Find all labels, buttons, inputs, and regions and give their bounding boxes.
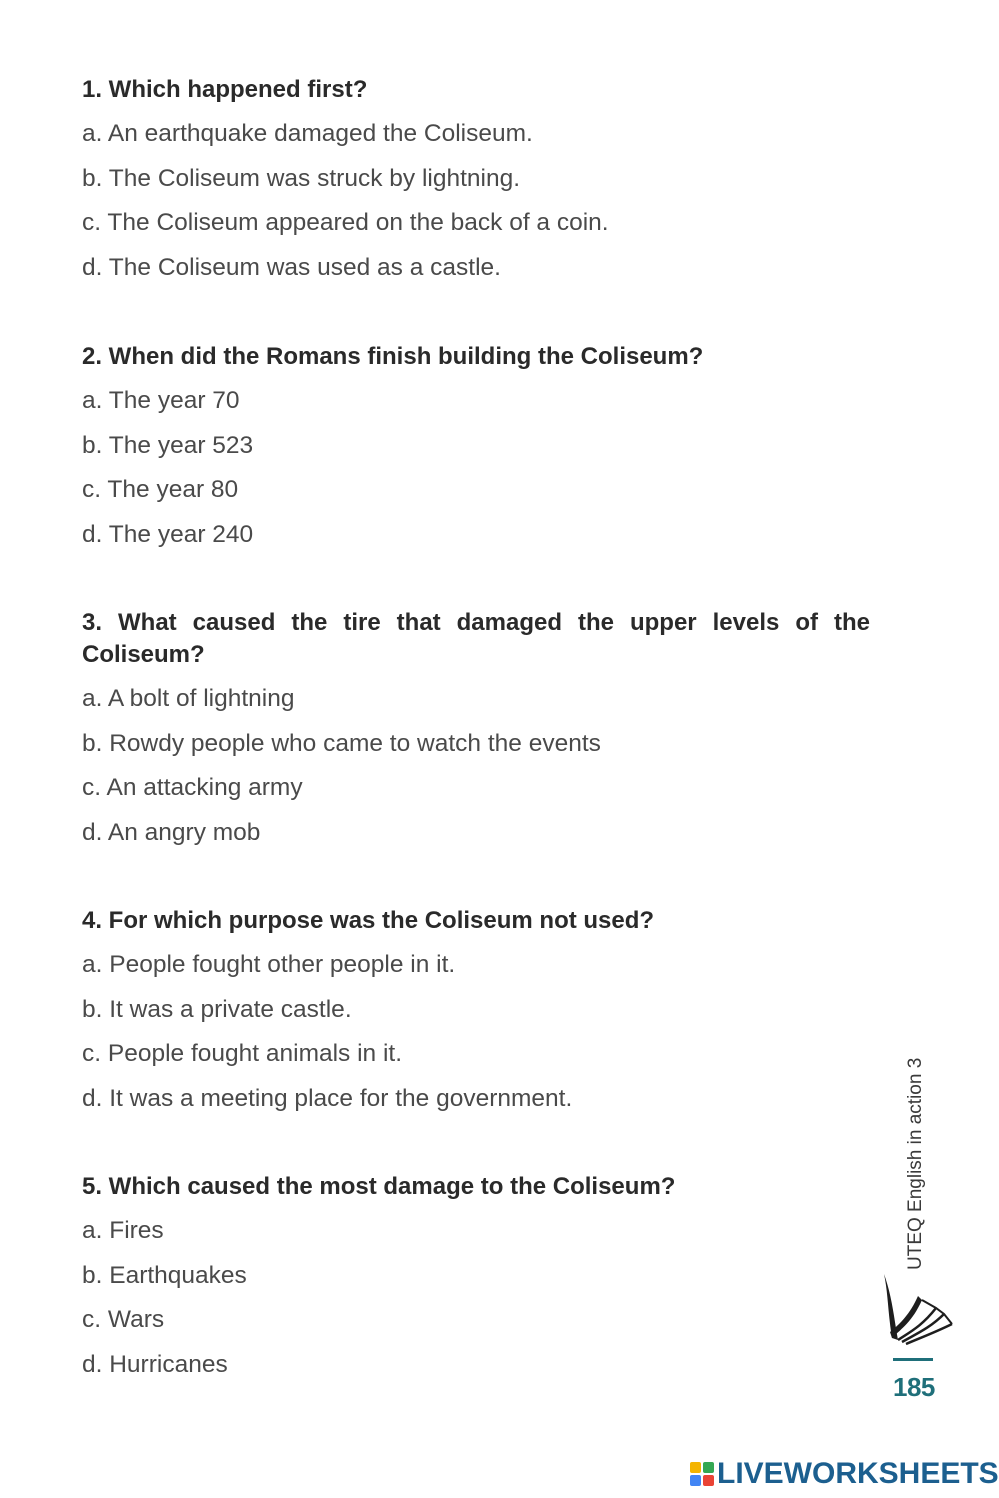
answer-option-a[interactable]: a. A bolt of lightning [82,685,295,712]
liveworksheets-logo-icon [690,1462,714,1486]
book-title-label: UTEQ English in action 3 [905,1057,926,1270]
answer-option-d[interactable]: d. Hurricanes [82,1350,228,1378]
answer-option-c[interactable]: c. The year 80 [82,476,239,503]
liveworksheets-logo[interactable] [690,1456,999,1492]
answer-option-b[interactable]: b. Earthquakes [82,1261,247,1289]
answer-option-d[interactable]: d. The year 240 [82,520,254,548]
question-block-2 [82,341,882,563]
answer-option-a[interactable]: a. The year 70 [82,387,240,414]
answer-option-c[interactable]: c. Wars [82,1306,165,1333]
answer-option-b[interactable]: b. The Coliseum was struck by lightning. [82,164,521,192]
brand-text: LIVEWORKSHEETS [717,1457,999,1490]
answer-option-a[interactable]: a. People fought other people in it. [82,951,456,978]
answer-option-b[interactable]: b. It was a private castle. [82,995,352,1023]
answer-option-a[interactable]: a. Fires [82,1217,164,1244]
answer-option-d[interactable]: d. An angry mob [82,818,261,846]
question-block-1 [82,74,882,296]
answer-option-b[interactable]: b. Rowdy people who came to watch the events [82,729,601,757]
question-block-3 [82,607,882,861]
answer-option-b[interactable]: b. The year 523 [82,431,254,459]
question-text: 3. What caused the tire that damaged the upper levels of the Coliseum? [82,609,870,668]
question-text: 1. Which happened first? [82,76,368,103]
answer-option-c[interactable]: c. An attacking army [82,774,303,801]
answer-option-c[interactable]: c. People fought animals in it. [82,1040,403,1067]
answer-option-a[interactable]: a. An earthquake damaged the Coliseum. [82,120,533,147]
page-number-divider [893,1358,933,1361]
answer-option-d[interactable]: d. It was a meeting place for the government. [82,1084,573,1112]
open-book-icon [878,1270,956,1350]
answer-option-d[interactable]: d. The Coliseum was used as a castle. [82,253,501,281]
question-block-5 [82,1171,882,1393]
answer-option-c[interactable]: c. The Coliseum appeared on the back of a coin. [82,209,609,236]
question-text: 4. For which purpose was the Coliseum not used? [82,907,655,934]
question-text: 2. When did the Romans finish building the Coliseum? [82,343,704,370]
page-number: 185 [893,1372,935,1402]
question-text: 5. Which caused the most damage to the Coliseum? [82,1173,676,1200]
question-block-4 [82,905,882,1127]
